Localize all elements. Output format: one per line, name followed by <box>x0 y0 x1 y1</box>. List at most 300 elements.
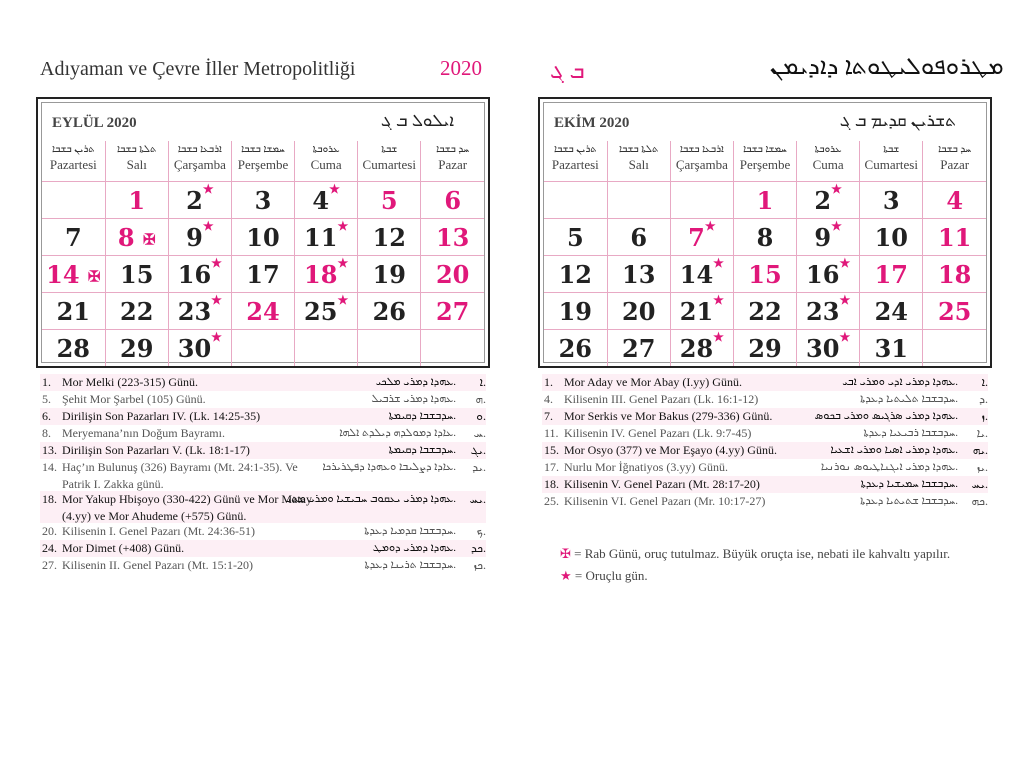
legend-star-row <box>560 568 1000 590</box>
event-row <box>40 459 486 491</box>
calendar-week-row <box>544 219 986 256</box>
weekday-header <box>105 141 168 182</box>
day-number: 22 <box>120 296 154 326</box>
calendar-day-cell <box>42 330 105 367</box>
day-number: 25 <box>937 296 972 326</box>
weekday-name: Pazar <box>438 157 468 172</box>
day-number: 26 <box>372 296 406 326</box>
event-day: 18. <box>544 477 559 491</box>
event-day: 1. <box>42 375 51 389</box>
event-syriac: ܚܕܒܫܒܐ ܚܡܝܫܝܐ ܕܥܕܬܐ. <box>860 478 958 490</box>
star-icon: ★ <box>211 255 222 270</box>
event-text: Dirilişin Son Pazarları IV. (Lk. 14:25-35) <box>62 409 261 423</box>
legend <box>560 546 1000 590</box>
event-text: Şehit Mor Şarbel (105) Günü. <box>62 392 206 406</box>
calendar-day-cell <box>797 219 860 256</box>
calendar-day-cell <box>733 182 796 219</box>
calendar-day-cell <box>231 219 294 256</box>
calendar-day-cell <box>733 256 796 293</box>
calendar-day-cell <box>544 219 607 256</box>
event-day: 24. <box>42 541 57 555</box>
weekday-name: Cumartesi <box>864 157 918 172</box>
star-icon: ★ <box>337 218 349 233</box>
day-number: 27 <box>435 296 470 326</box>
calendar-day-cell <box>797 182 860 219</box>
event-syriac-day: ܚ. <box>473 426 486 440</box>
event-row <box>40 557 486 574</box>
event-day: 18. <box>42 492 57 506</box>
day-number: 27 <box>622 333 656 363</box>
calendar-week-row <box>42 330 484 367</box>
weekday-header <box>544 141 607 182</box>
event-syriac: ܥܐܕܐ ܕܡܘܠܕܗ ܕܝܠܕܬ ܐܠܗܐ. <box>339 427 456 439</box>
event-row <box>40 442 486 459</box>
calendar-day-cell <box>421 256 484 293</box>
day-number: 2 <box>186 185 203 215</box>
event-text: Meryemana’nın Doğum Bayramı. <box>62 426 225 440</box>
weekday-syriac: ܚܕ ܒܫܒܐ <box>436 144 470 155</box>
day-number: 7 <box>688 222 705 252</box>
calendar-day-cell <box>860 182 923 219</box>
event-syriac-day: ܟ. <box>476 524 486 538</box>
event-row <box>40 491 486 523</box>
day-number: 9 <box>186 222 203 252</box>
calendar-day-cell <box>105 293 168 330</box>
day-number: 8 <box>117 222 135 252</box>
event-syriac: ܚܕܒܫܒܐ ܩܕܡܝܐ ܕܥܕܬܐ. <box>364 525 456 537</box>
calendar-day-cell <box>421 330 484 367</box>
calendar-day-cell <box>295 219 358 256</box>
event-syriac: ܥܗܕܐ ܕܡܪܝ ܐܝܓܢܐܛܝܘܣ ܢܘܪܢܝܐ. <box>820 461 958 473</box>
event-day: 1. <box>544 375 553 389</box>
event-text: Kilisenin VI. Genel Pazarı (Mr. 10:17-27) <box>564 494 766 508</box>
day-number: 3 <box>882 185 900 215</box>
event-syriac: ܚܕܒܫܒܐ ܬܪܝܢܐ ܕܥܕܬܐ. <box>364 559 456 571</box>
weekday-syriac: ܬܪܝܢ ܒܫܒܐ <box>553 144 597 155</box>
calendar-day-cell <box>168 219 231 256</box>
calendar-day-cell <box>544 330 607 367</box>
event-row <box>40 425 486 442</box>
day-number: 19 <box>558 296 593 326</box>
event-text: Mor Yakup Hbişoyo (330-422) Günü ve Mor Matay (4.yy) ve Mor Ahudeme (+575) Günü. <box>62 492 312 523</box>
weekday-name: Pazartesi <box>49 157 97 172</box>
event-day: 5. <box>42 392 51 406</box>
event-syriac-day: ܝܙ. <box>976 460 988 474</box>
weekday-syriac: ܬܠܬܐ ܒܫܒܐ <box>117 144 157 155</box>
event-syriac-day: ܘ. <box>476 409 486 423</box>
calendar-week-row <box>42 219 484 256</box>
day-number: 28 <box>679 333 714 363</box>
star-icon: ★ <box>831 181 842 196</box>
september-calendar <box>36 97 490 368</box>
calendar-day-cell <box>295 293 358 330</box>
event-syriac-day: ܝܐ. <box>976 426 988 440</box>
calendar-day-cell <box>358 256 421 293</box>
day-number: 26 <box>558 333 593 363</box>
day-number: 13 <box>622 259 656 289</box>
event-syriac: ܚܕܒܫܒܐ ܕܩܝܡܬܐ. <box>388 444 456 456</box>
calendar-syriac-month: ܬܫܪܝܢ ܩܕܝܡ ܒ ܓ <box>839 111 956 130</box>
day-number: 29 <box>120 333 154 363</box>
calendar-day-cell <box>797 293 860 330</box>
calendar-week-row <box>42 256 484 293</box>
event-syriac-day: ܝܚ. <box>971 477 988 491</box>
event-text: Kilisenin V. Genel Pazarı (Mt. 28:17-20) <box>564 477 760 491</box>
event-day: 6. <box>42 409 51 423</box>
event-text: Mor Dimet (+408) Günü. <box>62 541 185 555</box>
event-day: 7. <box>544 409 553 423</box>
calendar-day-cell <box>358 293 421 330</box>
event-day: 4. <box>544 392 553 406</box>
calendar-day-cell <box>358 182 421 219</box>
calendar-week-row <box>42 293 484 330</box>
day-number: 24 <box>246 296 280 326</box>
weekday-name: Pazar <box>940 157 970 172</box>
calendar-day-cell <box>797 256 860 293</box>
event-syriac: ܚܕܒܫܒܐ ܕܩܝܡܬܐ. <box>388 410 456 422</box>
calendar-day-cell <box>607 293 670 330</box>
day-number: 23 <box>177 296 212 326</box>
weekday-name: Cuma <box>812 157 844 172</box>
legend-star-text: = Oruçlu gün. <box>574 568 648 583</box>
calendar-day-cell <box>923 330 986 367</box>
event-syriac: ܥܗܕܐ ܕܡܪܝ ܡܠܟܝ. <box>375 376 456 388</box>
calendar-day-cell <box>358 219 421 256</box>
day-number: 18 <box>937 259 972 289</box>
star-icon: ★ <box>202 181 214 196</box>
day-number: 20 <box>622 296 656 326</box>
calendar-day-cell <box>295 182 358 219</box>
page-year: 2020 <box>440 56 482 80</box>
event-text: Mor Osyo (377) ve Mor Eşayo (4.yy) Günü. <box>564 443 777 457</box>
calendar-day-cell <box>670 182 733 219</box>
event-text: Dirilişin Son Pazarları V. (Lk. 18:1-17) <box>62 443 250 457</box>
event-row <box>542 408 988 425</box>
weekday-syriac: ܫܒܬܐ <box>883 144 900 155</box>
calendar-day-cell <box>923 219 986 256</box>
legend-cross-text: = Rab Günü, oruç tutulmaz. Büyük oruçta ise, nebati ile kahvaltı yapılır. <box>574 546 951 561</box>
calendar-day-cell <box>733 330 796 367</box>
event-syriac: ܚܕܒܫܒܐ ܬܠܝܬܝܐ ܕܥܕܬܐ. <box>860 393 958 405</box>
day-number: 15 <box>748 259 782 289</box>
calendar-day-cell <box>231 182 294 219</box>
calendar-day-cell <box>670 330 733 367</box>
calendar-week-row <box>544 256 986 293</box>
day-number: 13 <box>435 222 470 252</box>
event-syriac-day: ܝܗ. <box>972 443 988 457</box>
star-icon: ★ <box>202 218 214 233</box>
syriac-title: ܡܛܪܘܦܘܠܝܛܘܬܐ ܕܐܕܝܡܢ <box>770 54 1004 80</box>
calendar-month-title: EKİM 2020 <box>554 115 630 131</box>
day-number: 11 <box>937 222 972 252</box>
day-number: 14 <box>679 259 714 289</box>
event-text: Haç’ın Bulunuş (326) Bayramı (Mt. 24:1-35). Ve Patrik I. Zakka günü. <box>62 460 298 491</box>
calendar-week-row <box>42 182 484 219</box>
day-number: 19 <box>372 259 406 289</box>
weekday-name: Salı <box>126 157 147 172</box>
day-number: 30 <box>806 333 840 363</box>
day-number: 17 <box>874 259 908 289</box>
event-day: 20. <box>42 524 57 538</box>
weekday-syriac: ܥܪܘܒܬܐ <box>814 144 842 155</box>
cross-icon: ✠ <box>560 546 571 561</box>
calendar-week-row <box>544 293 986 330</box>
calendar-day-cell <box>860 219 923 256</box>
event-text: Kilisenin I. Genel Pazarı (Mt. 24:36-51) <box>62 524 255 538</box>
weekday-syriac: ܐܪܒܥܐ ܒܫܒܐ <box>679 144 724 155</box>
day-number: 6 <box>630 222 648 252</box>
event-syriac: ܥܗܕܐ ܕܡܪܝ ܕܘܡܛ. <box>372 542 456 554</box>
calendar-day-cell <box>168 293 231 330</box>
calendar-day-cell <box>544 256 607 293</box>
day-number: 30 <box>177 333 212 363</box>
day-number: 25 <box>304 296 338 326</box>
weekday-header <box>923 141 986 182</box>
event-syriac-day: ܟܗ. <box>971 494 988 508</box>
event-text: Nurlu Mor İğnatiyos (3.yy) Günü. <box>564 460 728 474</box>
weekday-syriac: ܚܡܫܐ ܒܫܒܐ <box>743 144 787 155</box>
weekday-header <box>797 141 860 182</box>
calendar-day-cell <box>860 256 923 293</box>
weekday-header <box>733 141 796 182</box>
star-icon: ★ <box>713 292 724 307</box>
event-text: Mor Melki (223-315) Günü. <box>62 375 198 389</box>
weekday-name: Salı <box>628 157 649 172</box>
calendar-day-cell <box>42 256 105 293</box>
october-events-list <box>542 374 988 510</box>
day-number: 24 <box>874 296 908 326</box>
event-row <box>542 459 988 476</box>
calendar-day-cell <box>797 330 860 367</box>
day-number: 6 <box>444 185 462 215</box>
calendar-day-cell <box>295 330 358 367</box>
weekday-name: Perşembe <box>237 157 289 172</box>
weekday-name: Perşembe <box>739 157 791 172</box>
calendar-syriac-month: ܐܝܠܘܠ ܒ ܓ <box>380 111 454 130</box>
event-row <box>542 442 988 459</box>
event-row <box>542 425 988 442</box>
event-row <box>40 374 486 391</box>
event-row <box>40 540 486 557</box>
calendar-day-cell <box>295 256 358 293</box>
weekday-header <box>42 141 105 182</box>
weekday-syriac: ܐܪܒܥܐ ܒܫܒܐ <box>177 144 222 155</box>
event-row <box>40 408 486 425</box>
day-number: 22 <box>748 296 782 326</box>
calendar-day-cell <box>544 293 607 330</box>
star-icon: ★ <box>704 218 716 233</box>
calendar-day-cell <box>421 182 484 219</box>
event-row <box>40 523 486 540</box>
day-number: 10 <box>874 222 908 252</box>
calendar-day-cell <box>670 219 733 256</box>
event-syriac: ܥܗܕܐ ܕܡܪܝ ܐܣܝܐ ܘܡܪܝ ܐܫܥܝܐ. <box>830 444 958 456</box>
event-syriac-day: ܗ. <box>475 392 486 406</box>
day-number: 17 <box>246 259 280 289</box>
calendar-day-cell <box>105 182 168 219</box>
calendar-day-cell <box>231 330 294 367</box>
day-number: 1 <box>756 185 774 215</box>
day-number: 16 <box>177 259 212 289</box>
calendar-grid <box>544 141 986 366</box>
day-number: 31 <box>874 333 908 363</box>
calendar-day-cell <box>168 182 231 219</box>
event-text: Kilisenin IV. Genel Pazarı (Lk. 9:7-45) <box>564 426 752 440</box>
calendar-grid <box>42 141 484 366</box>
event-syriac-day: ܐ. <box>479 375 486 389</box>
calendar-day-cell <box>607 219 670 256</box>
syriac-year: ܒ ܓ <box>550 58 585 83</box>
legend-cross-row <box>560 546 1000 568</box>
event-row <box>40 391 486 408</box>
event-syriac-day: ܝܚ. <box>469 492 486 506</box>
star-icon: ★ <box>329 181 340 196</box>
event-day: 11. <box>544 426 559 440</box>
event-syriac: ܥܐܕܐ ܕܨܠܝܒܐ ܘܥܗܕܐ ܕܦܛܪܝܪܟܐ. <box>322 461 456 473</box>
event-row <box>542 374 988 391</box>
weekday-header <box>670 141 733 182</box>
event-row <box>542 493 988 510</box>
calendar-day-cell <box>42 182 105 219</box>
day-number: 20 <box>435 259 470 289</box>
calendar-day-cell <box>860 293 923 330</box>
calendar-day-cell <box>544 182 607 219</box>
weekday-name: Çarşamba <box>675 157 728 172</box>
event-text: Kilisenin II. Genel Pazarı (Mt. 15:1-20) <box>62 558 253 572</box>
day-number: 9 <box>814 222 832 252</box>
star-icon: ★ <box>839 292 851 307</box>
weekday-syriac: ܬܪܝܢ ܒܫܒܐ <box>51 144 95 155</box>
event-syriac-day: ܝܕ. <box>472 460 486 474</box>
day-number: 7 <box>64 222 82 252</box>
weekday-header <box>295 141 358 182</box>
event-day: 15. <box>544 443 559 457</box>
weekday-name: Pazartesi <box>551 157 599 172</box>
event-text: Mor Aday ve Mor Abay (I.yy) Günü. <box>564 375 742 389</box>
day-number: 14 <box>46 259 80 289</box>
day-number: 8 <box>756 222 774 252</box>
day-number: 21 <box>56 296 91 326</box>
calendar-day-cell <box>860 330 923 367</box>
calendar-day-cell <box>670 256 733 293</box>
calendar-day-cell <box>670 293 733 330</box>
day-number: 12 <box>372 222 406 252</box>
day-number: 12 <box>558 259 593 289</box>
day-number: 15 <box>120 259 154 289</box>
calendar-day-cell <box>607 330 670 367</box>
weekday-header <box>607 141 670 182</box>
calendar-day-cell <box>607 182 670 219</box>
event-syriac: ܥܗܕܐ ܕܡܪܝ ܫܪܒܝܠ. <box>371 393 456 405</box>
weekday-syriac: ܥܪܘܒܬܐ <box>312 144 340 155</box>
october-calendar <box>538 97 992 368</box>
star-icon: ★ <box>337 255 349 270</box>
calendar-day-cell <box>42 219 105 256</box>
calendar-day-cell <box>733 293 796 330</box>
day-number: 1 <box>128 185 146 215</box>
day-number: 5 <box>380 185 398 215</box>
day-number: 3 <box>254 185 272 215</box>
day-number: 18 <box>304 259 338 289</box>
star-icon: ★ <box>560 568 572 583</box>
event-syriac: ܚܕܒܫܒܐ ܪܒܝܥܝܐ ܕܥܕܬܐ. <box>863 427 958 439</box>
event-day: 8. <box>42 426 51 440</box>
calendar-week-row <box>544 330 986 367</box>
calendar-day-cell <box>42 293 105 330</box>
day-number: 23 <box>806 296 840 326</box>
day-number: 11 <box>304 222 338 252</box>
weekday-name: Çarşamba <box>173 157 226 172</box>
day-number: 29 <box>748 333 782 363</box>
star-icon: ★ <box>839 255 851 270</box>
calendar-day-cell <box>231 293 294 330</box>
star-icon: ★ <box>211 329 222 344</box>
event-row <box>542 476 988 493</box>
event-day: 14. <box>42 460 57 474</box>
weekday-header <box>860 141 923 182</box>
weekday-header <box>358 141 421 182</box>
event-syriac-day: ܐ. <box>981 375 988 389</box>
calendar-day-cell <box>168 330 231 367</box>
calendar-month-title: EYLÜL 2020 <box>52 115 137 131</box>
weekday-header <box>231 141 294 182</box>
event-syriac: ܥܗܕܐ ܕܡܪܝ ܣܪܓܝܣ ܘܡܪܝ ܒܟܘܣ. <box>814 410 958 422</box>
day-number: 28 <box>56 333 91 363</box>
weekday-name: Cuma <box>310 157 342 172</box>
calendar-day-cell <box>105 330 168 367</box>
star-icon: ★ <box>839 329 851 344</box>
event-day: 25. <box>544 494 559 508</box>
weekday-name: Cumartesi <box>362 157 416 172</box>
day-number: 4 <box>312 185 330 215</box>
calendar-day-cell <box>421 219 484 256</box>
event-syriac: ܥܗܕܐ ܕܡܪܝ ܝܥܩܘܒ ܚܒܝܫܝܐ ܘܡܪܝ ܡܬܝ. <box>284 493 456 505</box>
weekday-syriac: ܚܕ ܒܫܒܐ <box>938 144 972 155</box>
event-row <box>542 391 988 408</box>
day-number: 21 <box>679 296 714 326</box>
event-text: Kilisenin III. Genel Pazarı (Lk. 16:1-12) <box>564 392 759 406</box>
event-day: 27. <box>42 558 57 572</box>
calendar-day-cell <box>923 182 986 219</box>
weekday-syriac: ܚܡܫܐ ܒܫܒܐ <box>241 144 285 155</box>
day-number: 5 <box>566 222 584 252</box>
calendar-day-cell <box>105 219 168 256</box>
september-events-list <box>40 374 486 574</box>
calendar-day-cell <box>923 256 986 293</box>
day-number: 16 <box>806 259 840 289</box>
page-title: Adıyaman ve Çevre İller Metropolitliği <box>40 58 356 80</box>
calendar-day-cell <box>231 256 294 293</box>
calendar-day-cell <box>168 256 231 293</box>
event-syriac-day: ܙ. <box>981 409 988 423</box>
calendar-week-row <box>544 182 986 219</box>
calendar-day-cell <box>105 256 168 293</box>
event-syriac: ܥܗܕܐ ܕܡܪܝ ܐܕܝ ܘܡܪܝ ܐܒܝ. <box>842 376 958 388</box>
weekday-syriac: ܫܒܬܐ <box>381 144 398 155</box>
calendar-day-cell <box>607 256 670 293</box>
event-day: 13. <box>42 443 57 457</box>
event-text: Mor Serkis ve Mor Bakus (279-336) Günü. <box>564 409 773 423</box>
star-icon: ★ <box>337 292 349 307</box>
calendar-day-cell <box>923 293 986 330</box>
event-syriac-day: ܟܕ. <box>471 541 486 555</box>
cross-icon: ✠ <box>142 230 156 248</box>
star-icon: ★ <box>831 218 842 233</box>
weekday-header <box>421 141 484 182</box>
event-syriac: ܚܕܒܫܒܐ ܫܬܝܬܝܐ ܕܥܕܬܐ. <box>860 495 958 507</box>
event-syriac-day: ܕ. <box>979 392 988 406</box>
weekday-syriac: ܬܠܬܐ ܒܫܒܐ <box>619 144 659 155</box>
